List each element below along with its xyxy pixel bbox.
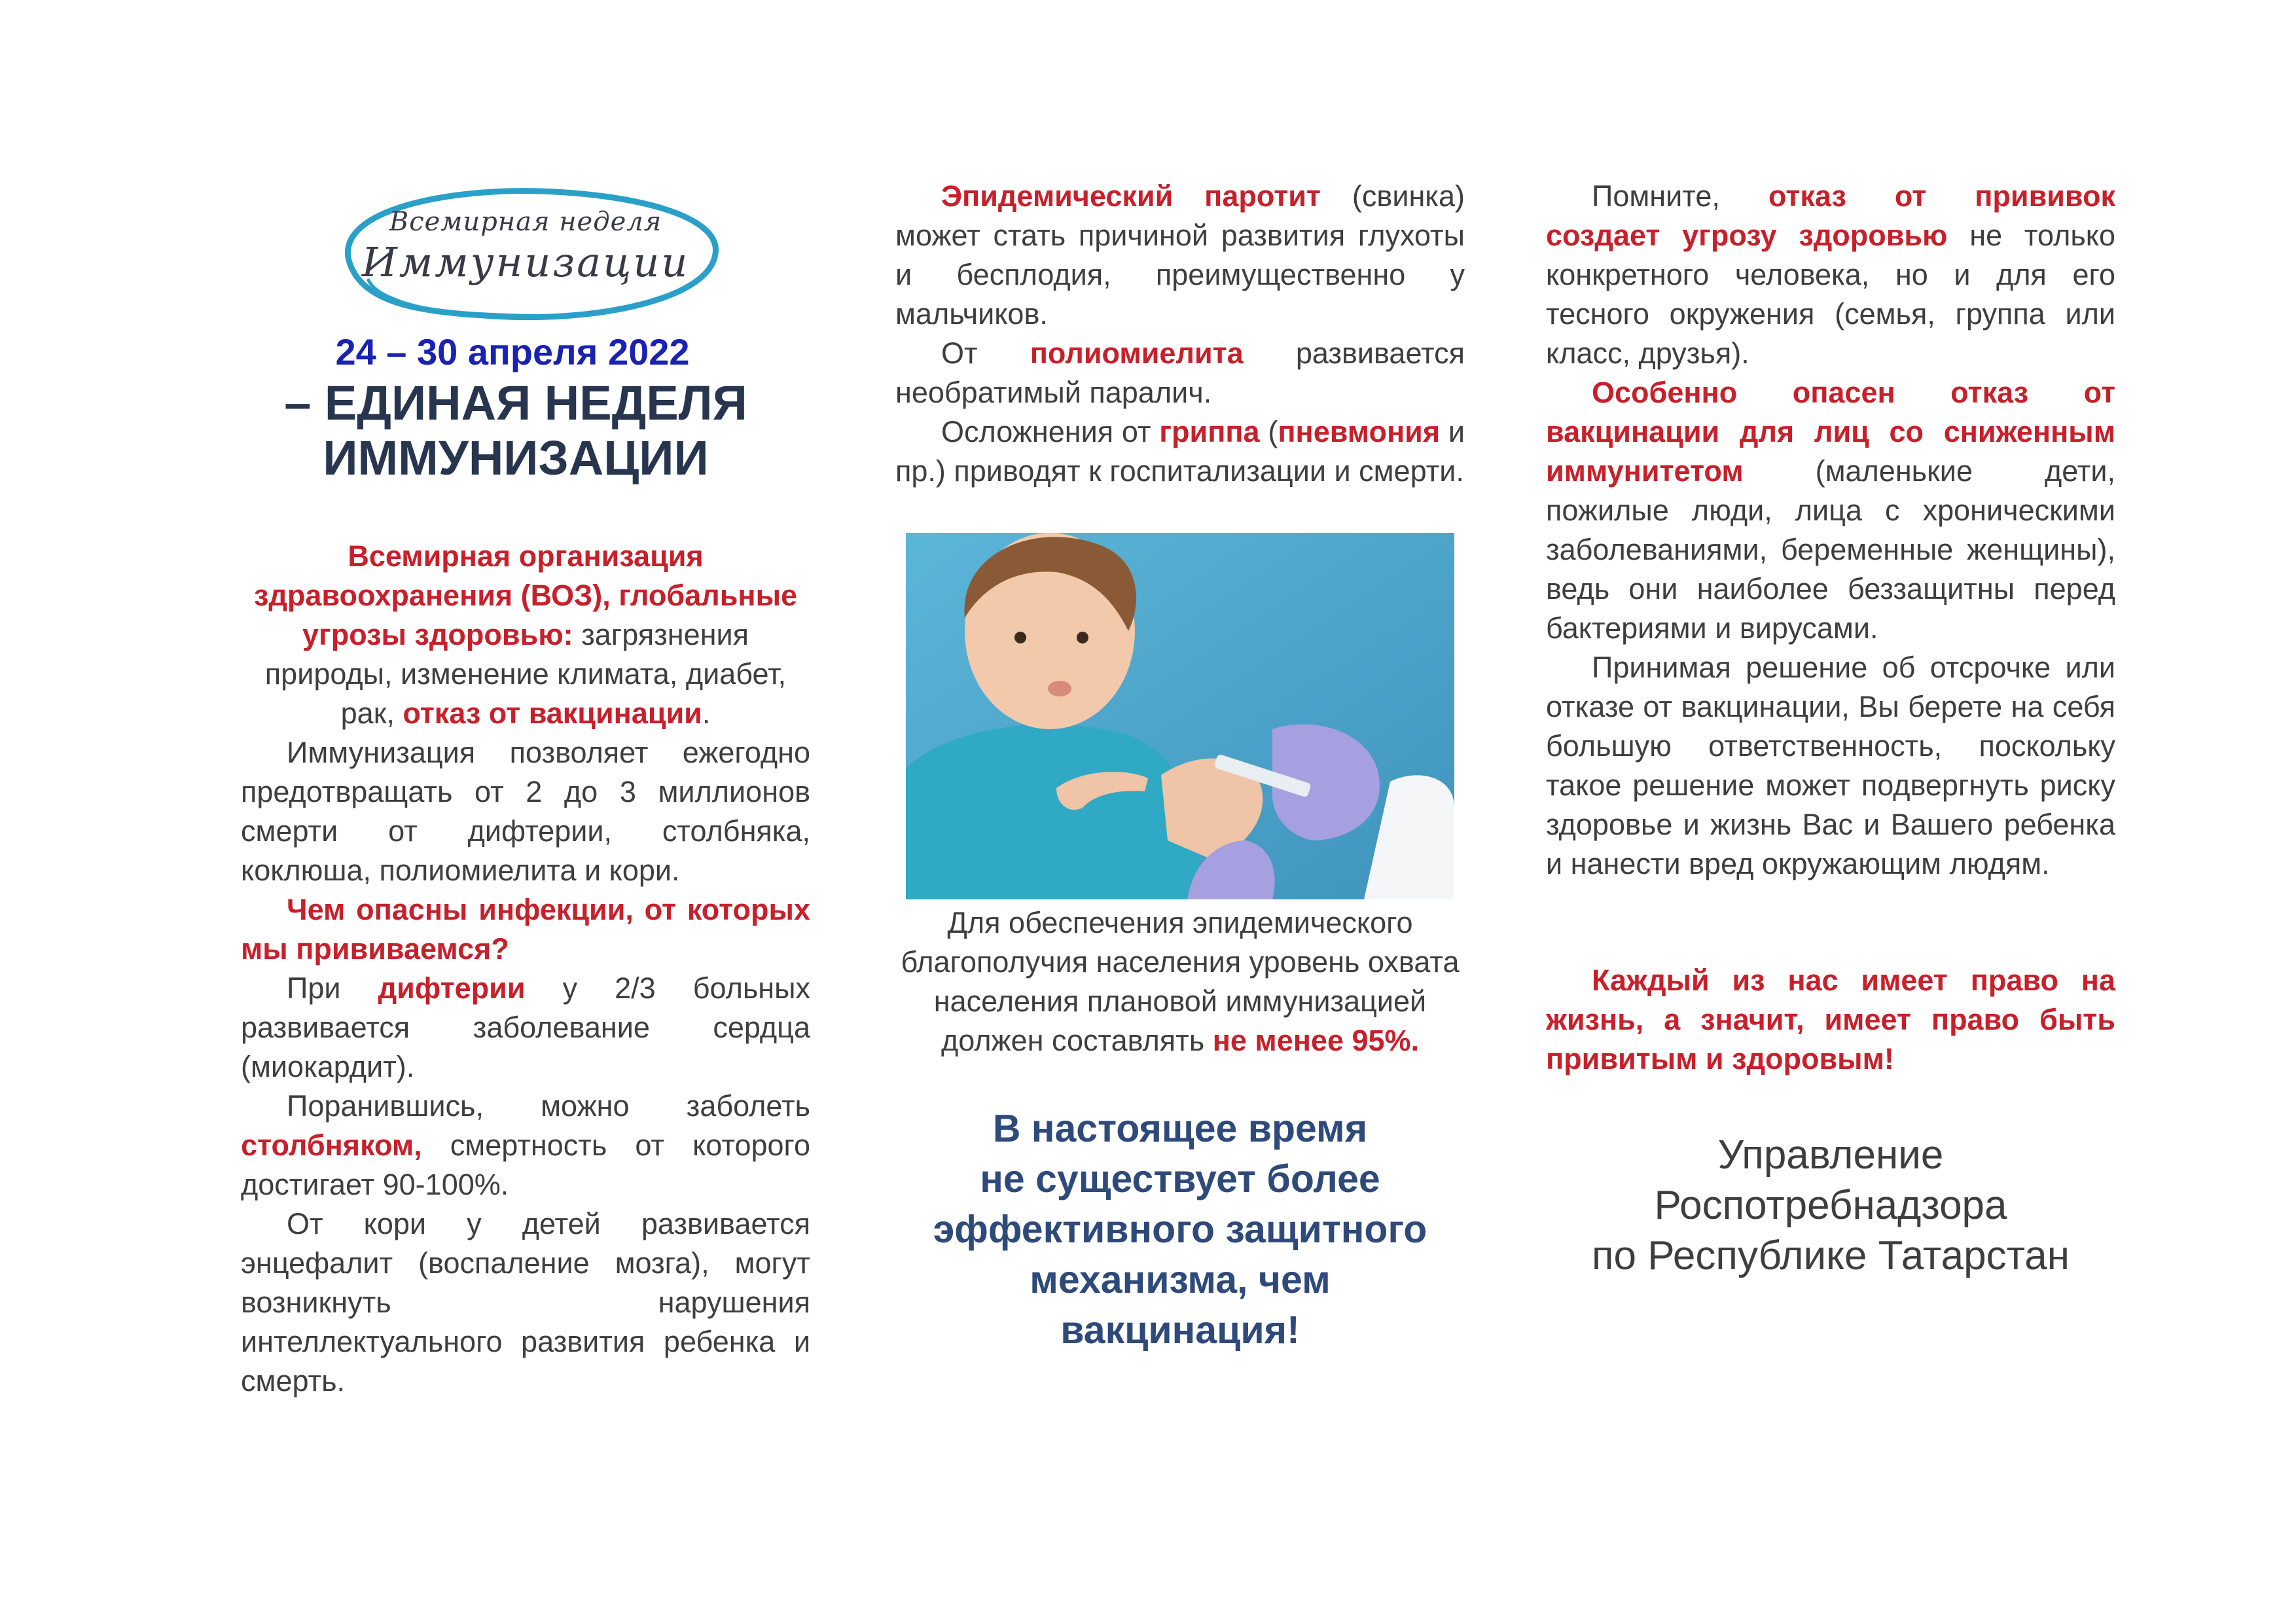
page-headline xyxy=(221,376,810,486)
polio-paragraph xyxy=(895,334,1465,412)
middle-column xyxy=(895,177,1465,1356)
mumps-text: (свинка) может стать причиной развития глухоты и бесплодия, преимущественно у мальчиков. xyxy=(895,179,1465,331)
flu-post: и пр.) приводят к госпитализации и смерти. xyxy=(895,415,1465,488)
infections-question: Чем опасны инфекции, от которых мы прививаемся? xyxy=(241,893,810,965)
publisher-footer xyxy=(1546,1130,2115,1281)
logo-line2: Иммунизации xyxy=(361,238,690,286)
who-threats-paragraph xyxy=(241,537,810,733)
diphtheria-paragraph xyxy=(241,969,810,1087)
headline-line2: ИММУНИЗАЦИИ xyxy=(323,431,709,485)
flu-paragraph xyxy=(895,412,1465,491)
risk-groups-warning: Особенно опасен отказ от вакцинации для лиц со сниженным иммунитетом xyxy=(1546,376,2115,488)
caption-text: Для обеспечения эпидемического благополучия населения уровень охвата населения плановой иммунизацией должен составлять xyxy=(901,906,1460,1057)
measles-paragraph: От кори у детей развивается энцефалит (воспаление мозга), могут возникнуть нарушения интеллектуального развития ребенка и смерть. xyxy=(241,1207,810,1398)
risk-groups-text: (маленькие дети, пожилые люди, лица с хроническими заболеваниями, беременные женщины), ведь они наиболее беззащитны перед бактериями и вирусами. xyxy=(1546,454,2115,645)
footer-line: Роспотребнадзора xyxy=(1654,1183,2007,1228)
key-message-line: не существует более xyxy=(980,1157,1380,1200)
logo-line1: Всемирная неделя xyxy=(389,207,662,237)
immunization-week-logo xyxy=(323,182,728,326)
event-dates: 24 – 30 апреля 2022 xyxy=(335,331,690,372)
who-title: Всемирная организация здравоохранения (ВОЗ), глобальные угрозы здоровью: xyxy=(253,539,798,651)
tetanus-paragraph xyxy=(241,1087,810,1204)
vaccination-photo xyxy=(906,533,1454,899)
tetanus-pre: Поранившись, можно заболеть xyxy=(287,1089,810,1123)
child-vaccination-image xyxy=(906,533,1454,899)
risk-groups-paragraph xyxy=(1546,373,2115,648)
who-refusal: отказ от вакцинации xyxy=(403,696,702,730)
polio-pre: От xyxy=(941,336,978,370)
right-column xyxy=(1546,177,2115,1281)
tetanus-word: столбняком, xyxy=(241,1128,422,1162)
flu-pre: Осложнения от xyxy=(941,415,1151,448)
who-text: загрязнения природы, изменение климата, диабет, рак, xyxy=(264,618,787,730)
refusal-warning: отказ от прививок создает угрозу здоровью xyxy=(1546,179,2115,252)
polio-post: развивается необратимый паралич. xyxy=(895,336,1465,409)
headline-line1: – ЕДИНАЯ НЕДЕЛЯ xyxy=(284,376,747,430)
flu-word: гриппа xyxy=(1159,415,1260,448)
slogan: Каждый из нас имеет право на жизнь, а значит, имеет право быть привитым и здоровым! xyxy=(1546,964,2115,1075)
responsibility-paragraph: Принимая решение об отсрочке или отказе от вакцинации, Вы берете на себя большую ответственность, поскольку такое решение может подвергнуть риску здоровье и жизнь Вас и Вашего ребенка и нанести вред окружающим людям. xyxy=(1546,651,2115,880)
left-column xyxy=(241,177,810,1401)
diphtheria-word: дифтерии xyxy=(378,971,526,1005)
who-dot: . xyxy=(702,696,711,730)
immunization-paragraph: Иммунизация позволяет ежегодно предотвращать от 2 до 3 миллионов смерти от дифтерии, столбняка, коклюша, полиомиелита и кори. xyxy=(241,736,810,887)
tetanus-post: смертность от которого достигает 90-100%. xyxy=(241,1128,810,1201)
mumps-paragraph xyxy=(895,177,1465,334)
polio-word: полиомиелита xyxy=(1030,336,1244,370)
footer-line: по Республике Татарстан xyxy=(1591,1233,2070,1278)
pneumonia-word: пневмония xyxy=(1278,415,1441,448)
key-message xyxy=(895,1104,1465,1356)
key-message-line: В настоящее время xyxy=(992,1107,1368,1150)
mumps-word: Эпидемический паротит xyxy=(941,179,1321,213)
diphtheria-pre: При xyxy=(287,971,341,1005)
caption-percent: не менее 95%. xyxy=(1212,1024,1420,1057)
refusal-pre: Помните, xyxy=(1592,179,1720,213)
key-message-line: эффективного защитного xyxy=(933,1208,1427,1251)
flu-paren: ( xyxy=(1268,415,1278,448)
refusal-paragraph xyxy=(1546,177,2115,373)
key-message-line: механизма, чем xyxy=(1030,1258,1331,1301)
coverage-caption xyxy=(895,903,1465,1060)
footer-line: Управление xyxy=(1717,1132,1944,1178)
diphtheria-post: у 2/3 больных развивается заболевание сердца (миокардит). xyxy=(241,971,810,1083)
refusal-post: не только конкретного человека, но и для его тесного окружения (семья, группа или класс, друзья). xyxy=(1546,219,2115,370)
key-message-line: вакцинация! xyxy=(1060,1308,1300,1352)
